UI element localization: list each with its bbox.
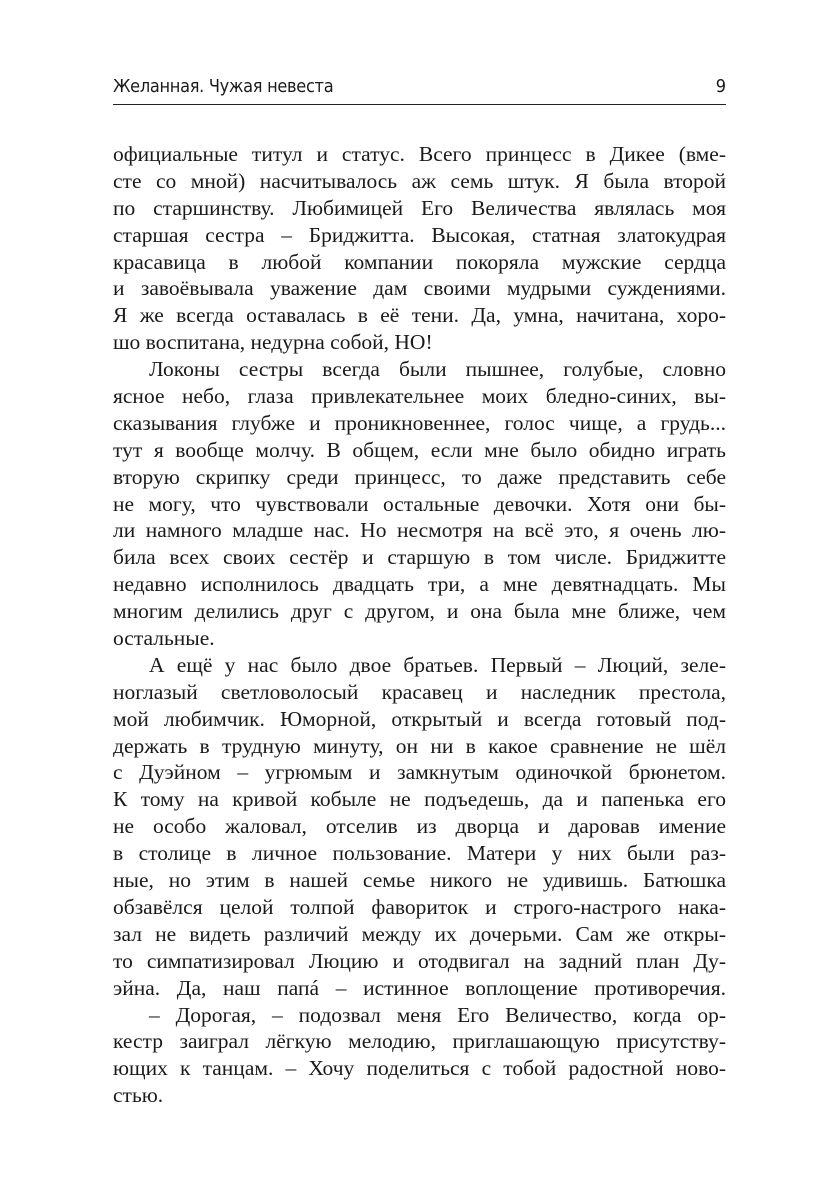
text-line: обзавёлся целой толпой фавориток и строго-настрого нака- bbox=[113, 894, 726, 919]
text-line: по старшинству. Любимицей Его Величества являлась моя bbox=[113, 195, 726, 220]
text-line: – Дорогая, – подозвал меня Его Величество, когда ор- bbox=[149, 1002, 726, 1027]
text-line: вторую скрипку среди принцесс, то даже представить себе bbox=[113, 464, 726, 489]
text-line: тут я вообще молчу. В общем, если мне было обидно играть bbox=[113, 437, 726, 462]
text-line: старшая сестра – Бриджитта. Высокая, статная златокудрая bbox=[113, 222, 726, 247]
text-line: держать в трудную минуту, он ни в какое сравнение не шёл bbox=[113, 733, 726, 758]
text-line: многим делились друг с другом, и она была мне ближе, чем bbox=[113, 599, 726, 624]
text-line: ноглазый светловолосый красавец и наследник престола, bbox=[113, 679, 726, 704]
running-title: Желанная. Чужая невеста bbox=[113, 76, 334, 97]
text-line: то симпатизировал Люцию и отодвигал на задний план Ду- bbox=[113, 948, 726, 973]
text-line: и завоёвывала уважение дам своими мудрыми суждениями. bbox=[113, 276, 726, 301]
body-text bbox=[113, 141, 726, 1109]
text-line: стью. bbox=[113, 1083, 164, 1108]
text-line: в столице в личное пользование. Матери у них были раз- bbox=[113, 841, 726, 866]
text-line: била всех своих сестёр и старшую в том числе. Бриджитте bbox=[113, 545, 726, 570]
text-line: шо воспитана, недурна собой, НО! bbox=[113, 330, 433, 355]
text-line: кестр заиграл лёгкую мелодию, приглашающую присутству- bbox=[113, 1029, 726, 1054]
text-line: А ещё у нас было двое братьев. Первый – Люций, зеле- bbox=[149, 652, 726, 677]
text-line: сказывания глубже и проникновеннее, голос чище, а грудь... bbox=[113, 410, 726, 435]
text-line: Локоны сестры всегда были пышнее, голубые, словно bbox=[149, 357, 726, 382]
text-line: ясное небо, глаза привлекательнее моих бледно-синих, вы- bbox=[113, 384, 726, 409]
text-line: Я же всегда оставалась в её тени. Да, умна, начитана, хоро- bbox=[113, 303, 726, 328]
page-number: 9 bbox=[715, 76, 726, 97]
text-line: мой любимчик. Юморной, открытый и всегда готовый под- bbox=[113, 706, 726, 731]
running-header bbox=[113, 74, 726, 105]
text-line: с Дуэйном – угрюмым и замкнутым одиночкой брюнетом. bbox=[113, 760, 726, 785]
text-line: не могу, что чувствовали остальные девочки. Хотя они бы- bbox=[113, 491, 726, 516]
text-line: зал не видеть различий между их дочерьми. Сам же откры- bbox=[113, 921, 726, 946]
text-line: эйна. Да, наш папá – истинное воплощение противоречия. bbox=[113, 975, 726, 1000]
text-line: сте со мной) насчитывалось аж семь штук. Я была второй bbox=[113, 168, 726, 193]
text-line: официальные титул и статус. Всего принцесс в Дикее (вме- bbox=[113, 142, 726, 166]
text-line: ные, но этим в нашей семье никого не удивишь. Батюшка bbox=[113, 868, 726, 893]
text-line: красавица в любой компании покоряла мужские сердца bbox=[113, 249, 726, 274]
text-line: ли намного младше нас. Но несмотря на всё это, я очень лю- bbox=[113, 518, 726, 543]
text-line: К тому на кривой кобыле не подъедешь, да и папенька его bbox=[113, 787, 726, 812]
text-line: недавно исполнилось двадцать три, а мне девятнадцать. Мы bbox=[113, 572, 726, 597]
text-line: ющих к танцам. – Хочу поделиться с тобой радостной ново- bbox=[113, 1056, 726, 1081]
text-line: остальные. bbox=[113, 626, 215, 651]
text-line: не особо жаловал, отселив из дворца и даровав имение bbox=[113, 814, 726, 839]
